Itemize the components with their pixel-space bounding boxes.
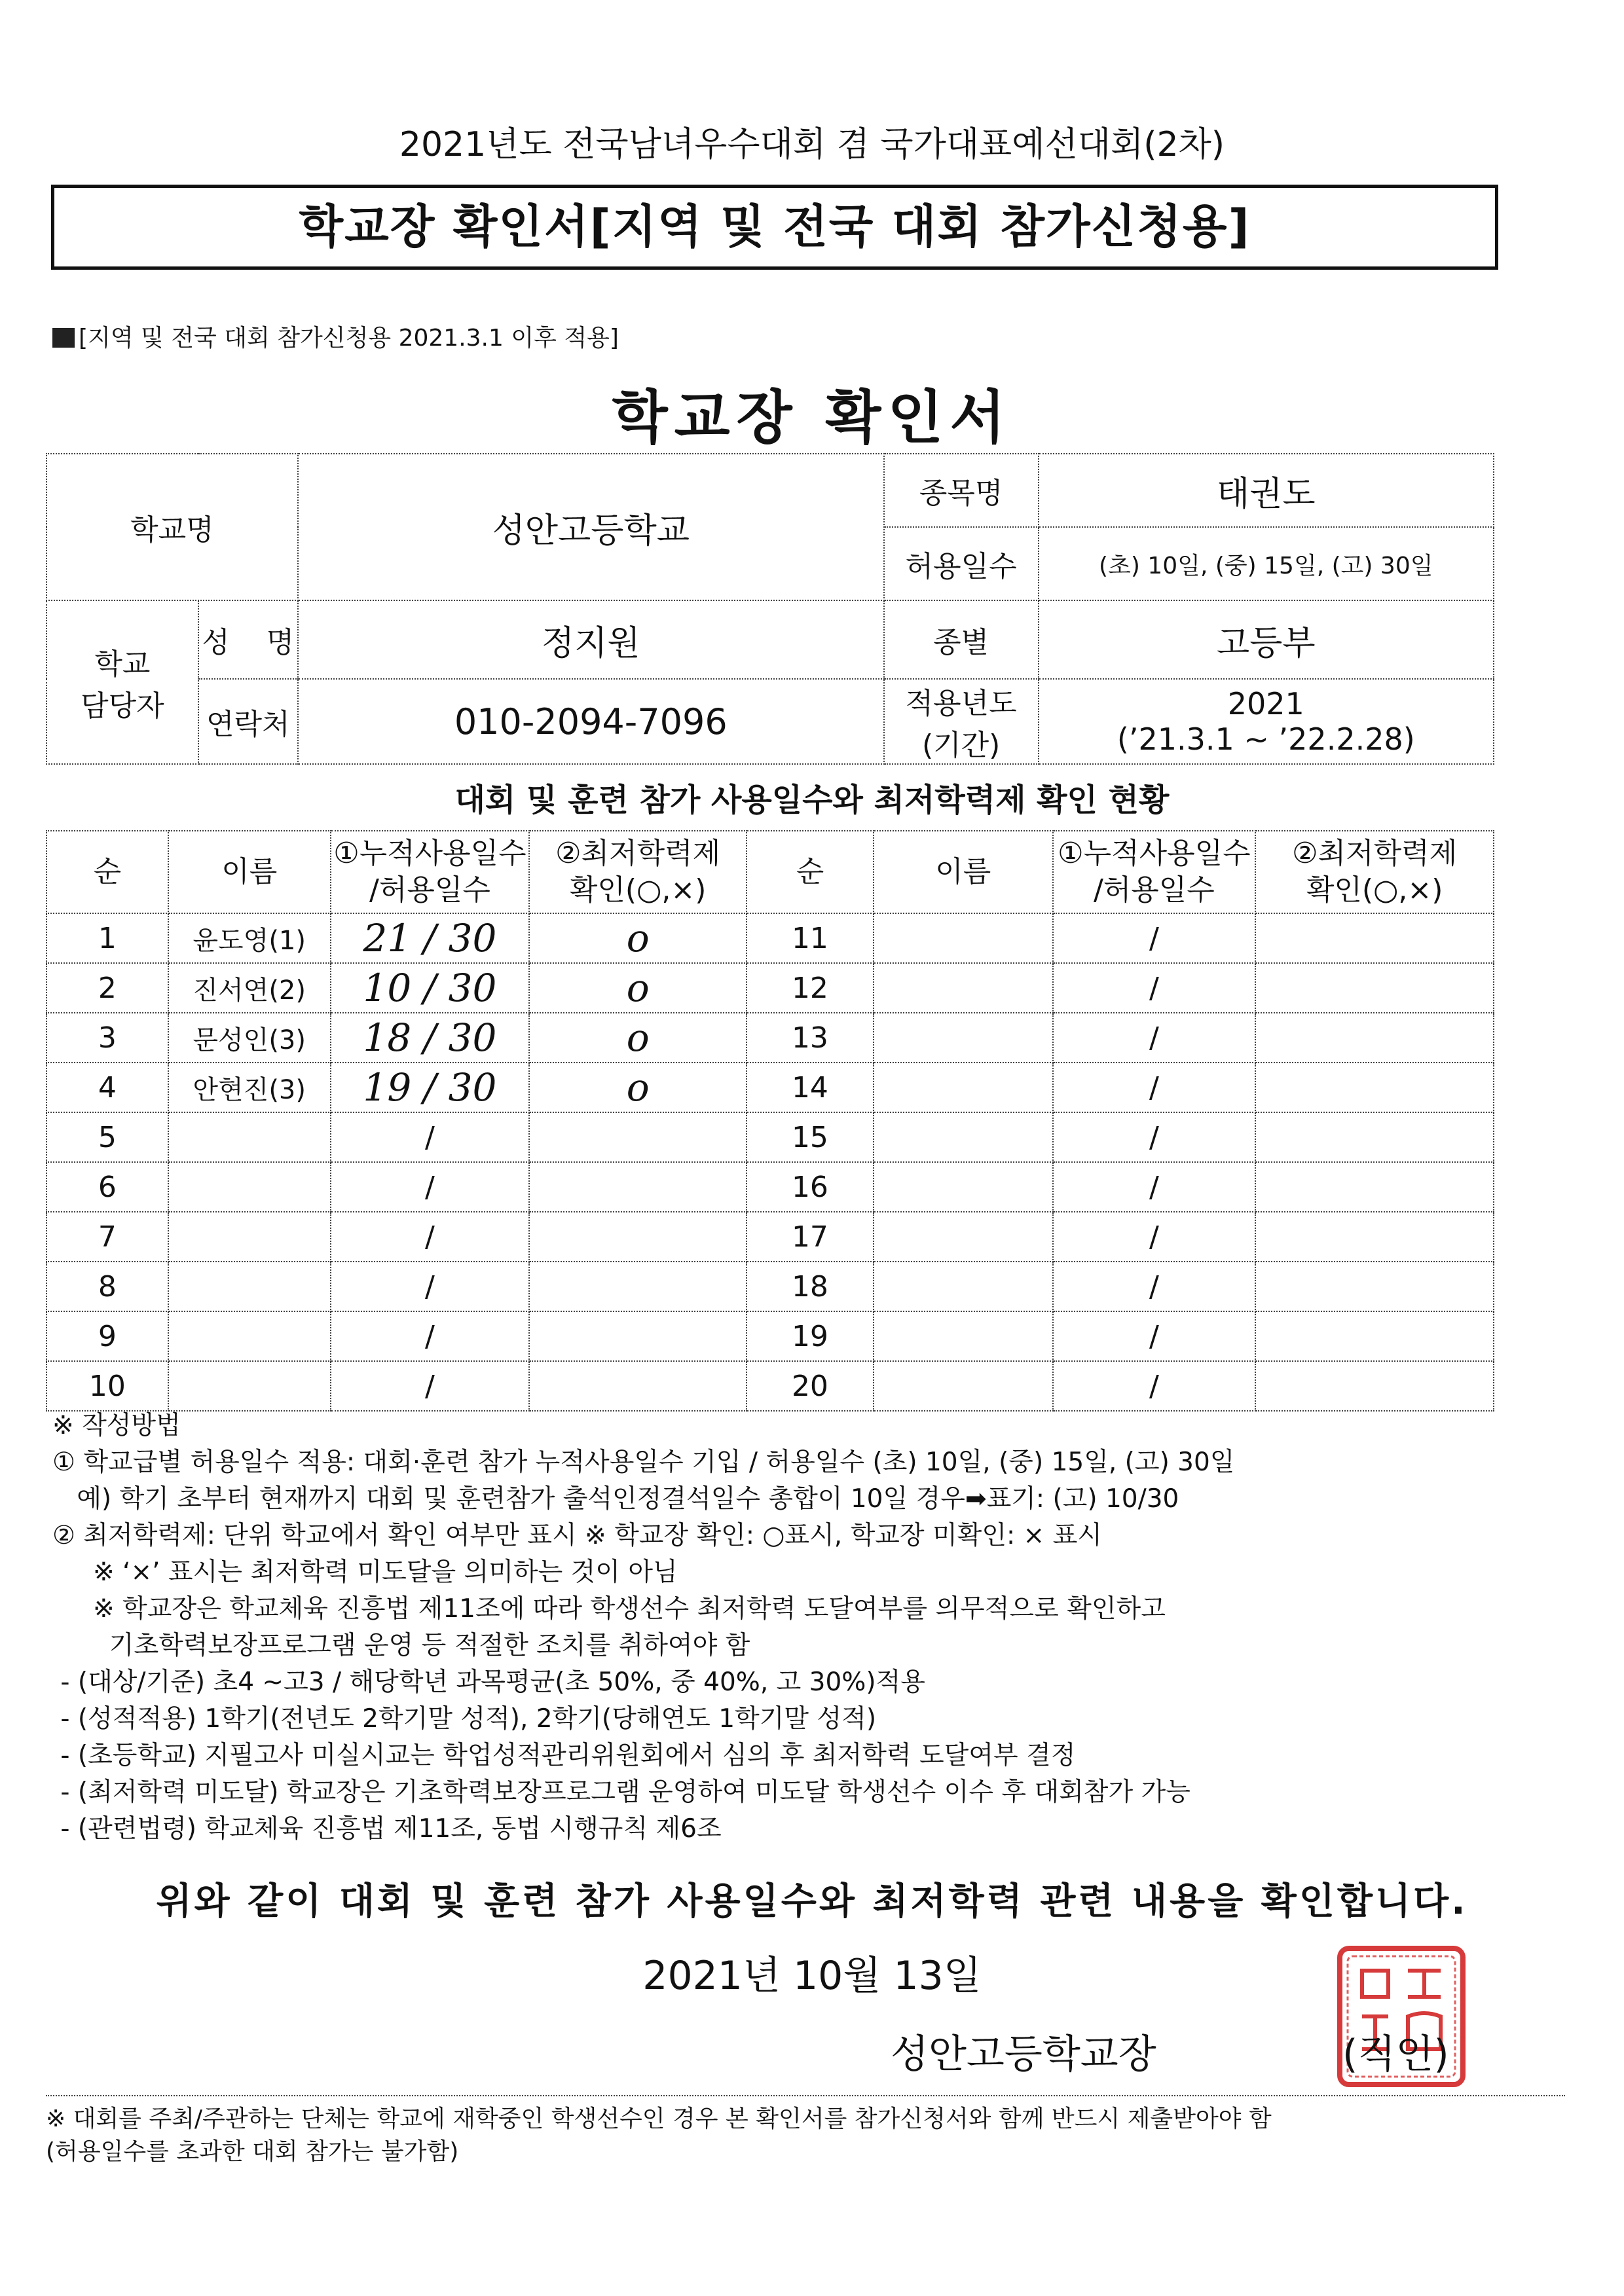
cell-name (874, 1262, 1053, 1311)
cell-check (529, 1361, 747, 1411)
cell-no: 1 (46, 913, 168, 963)
cell-check (1255, 1013, 1494, 1063)
cell-days: / (1053, 1063, 1256, 1112)
cell-days: / (1053, 1262, 1256, 1311)
table-row (46, 1013, 1494, 1063)
cell-check (1255, 1063, 1494, 1112)
cell-check (1255, 1112, 1494, 1162)
cell-name (168, 1311, 331, 1361)
cell-name (874, 1063, 1053, 1112)
cell-check: o (529, 1063, 747, 1112)
name-value: 정지원 (298, 600, 884, 679)
guide-line: - (관련법령) 학교체육 진흥법 제11조, 동법 시행규칙 제6조 (52, 1814, 722, 1844)
cell-no: 19 (747, 1311, 874, 1361)
cell-check (529, 1112, 747, 1162)
confirmation-statement: 위와 같이 대회 및 훈련 참가 사용일수와 최저학력 관련 내용을 확인합니다. (156, 1880, 1468, 1923)
issue-date: 2021년 10월 13일 (642, 1953, 982, 1999)
cell-name (168, 1112, 331, 1162)
cell-days: / (1053, 1212, 1256, 1262)
guide-line: - (성적적용) 1학기(전년도 2학기말 성적), 2학기(당해연도 1학기말 성적) (52, 1704, 877, 1734)
cell-days: / (1053, 1162, 1256, 1212)
school-value: 성안고등학교 (298, 454, 884, 600)
cell-no: 3 (46, 1013, 168, 1063)
header-academic-line1: ②최저학력제 (1292, 837, 1458, 870)
cell-check (1255, 1162, 1494, 1212)
cell-no: 13 (747, 1013, 874, 1063)
cell-no: 8 (46, 1262, 168, 1311)
cell-days: / (1053, 1311, 1256, 1361)
cell-no: 15 (747, 1112, 874, 1162)
year-label-line1: 적용년도 (905, 687, 1017, 720)
cell-check (1255, 1361, 1494, 1411)
cell-no: 2 (46, 963, 168, 1013)
guide-line: - (최저학력 미도달) 학교장은 기초학력보장프로그램 운영하여 미도달 학생선수 이수 후 대회참가 가능 (52, 1777, 1190, 1807)
header-days-line1: ①누적사용일수 (1058, 837, 1251, 870)
form-title: 학교장 확인서[지역 및 전국 대회 참가신청용] (51, 185, 1498, 270)
year-label (884, 679, 1039, 764)
guide-line: - (대상/기준) 초4 ~고3 / 해당학년 과목평균(초 50%, 중 40%, 고 30%)적용 (52, 1667, 925, 1697)
guide-line: 기초학력보장프로그램 운영 등 적절한 조치를 취하여야 함 (52, 1631, 750, 1660)
cell-name: 진서연(2) (168, 963, 331, 1013)
header-academic-line1: ②최저학력제 (555, 837, 721, 870)
cell-no: 6 (46, 1162, 168, 1212)
cell-check (1255, 963, 1494, 1013)
cell-name (874, 963, 1053, 1013)
manager-label-line1: 학교 (94, 647, 151, 681)
cell-days: / (331, 1262, 530, 1311)
guide-line: ② 최저학력제: 단위 학교에서 확인 여부만 표시 ※ 학교장 확인: ○표시, 학교장 미확인: × 표시 (52, 1521, 1102, 1550)
school-label: 학교명 (46, 454, 298, 600)
header-academic (529, 831, 747, 913)
cell-no: 14 (747, 1063, 874, 1112)
header-days (1053, 831, 1256, 913)
table-row (46, 1262, 1494, 1311)
cell-days: / (1053, 1361, 1256, 1411)
cell-days: / (331, 1212, 530, 1262)
cell-days: / (1053, 1013, 1256, 1063)
guide-line: - (초등학교) 지필고사 미실시교는 학업성적관리위원회에서 심의 후 최저학력 도달여부 결정 (52, 1741, 1076, 1770)
footnote-line1: ※ 대회를 주최/주관하는 단체는 학교에 재학중인 학생선수인 경우 본 확인서를 참가신청서와 함께 반드시 제출받아야 함 (46, 2105, 1272, 2132)
square-bullet-icon (52, 328, 75, 348)
cell-days: / (331, 1361, 530, 1411)
header-days-line2: /허용일수 (369, 873, 490, 907)
cell-name: 문성인(3) (168, 1013, 331, 1063)
cell-check (529, 1162, 747, 1212)
cell-no: 16 (747, 1162, 874, 1212)
cell-check (529, 1311, 747, 1361)
allowed-days-value: (초) 10일, (중) 15일, (고) 30일 (1039, 527, 1494, 600)
header-days-line1: ①누적사용일수 (333, 837, 526, 870)
cell-check (1255, 1311, 1494, 1361)
guide-line: 예) 학기 초부터 현재까지 대회 및 훈련참가 출석인정결석일수 총합이 10일 경우➡표기: (고) 10/30 (52, 1484, 1179, 1514)
guide-line: ※ ‘×’ 표시는 최저학력 미도달을 의미하는 것이 아님 (52, 1558, 678, 1587)
table-row (46, 913, 1494, 963)
cell-no: 10 (46, 1361, 168, 1411)
writing-guide (52, 1408, 1578, 1848)
table-row (46, 963, 1494, 1013)
manager-label-line2: 담당자 (81, 689, 164, 723)
cell-name (168, 1262, 331, 1311)
guide-line: ① 학교급별 허용일수 적용: 대회·훈련 참가 누적사용일수 기입 / 허용일수 (초) 10일, (중) 15일, (고) 30일 (52, 1448, 1235, 1477)
header-days (331, 831, 530, 913)
cell-days: 19 / 30 (331, 1063, 530, 1112)
cell-name (874, 913, 1053, 963)
manager-label (46, 600, 198, 764)
header-academic-line2: 확인(○,×) (1306, 873, 1443, 907)
notice-text: [지역 및 전국 대회 참가신청용 2021.3.1 이후 적용] (79, 325, 619, 352)
year-value-line2: (’21.3.1 ~ ’22.2.28) (1116, 721, 1415, 757)
cell-no: 11 (747, 913, 874, 963)
cell-check (1255, 913, 1494, 963)
allowed-days-label: 허용일수 (884, 527, 1039, 600)
cell-days: / (331, 1311, 530, 1361)
cell-days: / (331, 1162, 530, 1212)
table-row (46, 1361, 1494, 1411)
category-label: 종별 (884, 600, 1039, 679)
table-row (46, 1162, 1494, 1212)
event-title: 2021년도 전국남녀우수대회 겸 국가대표예선대회(2차) (399, 125, 1225, 164)
cell-name (168, 1162, 331, 1212)
contact-label: 연락처 (198, 679, 298, 764)
document-title: 학교장 확인서 (612, 384, 1012, 451)
cell-no: 7 (46, 1212, 168, 1262)
table-row (46, 1212, 1494, 1262)
header-name: 이름 (874, 831, 1053, 913)
header-no: 순 (747, 831, 874, 913)
principal-name: 성안고등학교장 (891, 2032, 1156, 2077)
contact-value: 010-2094-7096 (298, 679, 884, 764)
cell-no: 4 (46, 1063, 168, 1112)
cell-days: / (331, 1112, 530, 1162)
cell-name (874, 1112, 1053, 1162)
name-label: 성 명 (198, 600, 298, 679)
cell-days: 10 / 30 (331, 963, 530, 1013)
cell-no: 17 (747, 1212, 874, 1262)
table-row (46, 1063, 1494, 1112)
footnote-line2: (허용일수를 초과한 대회 참가는 불가함) (46, 2138, 459, 2165)
header-name: 이름 (168, 831, 331, 913)
cell-name (168, 1212, 331, 1262)
seal-label: (직인) (1342, 2032, 1449, 2077)
year-value (1039, 679, 1494, 764)
table-row (46, 1311, 1494, 1361)
cell-name: 윤도영(1) (168, 913, 331, 963)
header-no: 순 (46, 831, 168, 913)
cell-name (874, 1361, 1053, 1411)
header-days-line2: /허용일수 (1093, 873, 1215, 907)
cell-name: 안현진(3) (168, 1063, 331, 1112)
footnote (46, 2095, 1565, 2168)
cell-check (529, 1262, 747, 1311)
cell-no: 9 (46, 1311, 168, 1361)
cell-check: o (529, 913, 747, 963)
guide-line: ※ 작성방법 (52, 1411, 181, 1440)
info-table (46, 453, 1494, 765)
cell-no: 20 (747, 1361, 874, 1411)
sport-label: 종목명 (884, 454, 1039, 527)
cell-check (529, 1212, 747, 1262)
category-value: 고등부 (1039, 600, 1494, 679)
cell-no: 18 (747, 1262, 874, 1311)
cell-check (1255, 1212, 1494, 1262)
cell-days: / (1053, 963, 1256, 1013)
cell-days: 21 / 30 (331, 913, 530, 963)
cell-check: o (529, 963, 747, 1013)
notice-line (52, 319, 619, 353)
table-row (46, 1112, 1494, 1162)
cell-name (874, 1162, 1053, 1212)
cell-name (874, 1013, 1053, 1063)
list-title: 대회 및 훈련 참가 사용일수와 최저학력제 확인 현황 (454, 782, 1170, 818)
cell-check (1255, 1262, 1494, 1311)
cell-days: / (1053, 1112, 1256, 1162)
cell-no: 5 (46, 1112, 168, 1162)
year-value-line1: 2021 (1227, 686, 1304, 721)
cell-days: / (1053, 913, 1256, 963)
year-label-line2: (기간) (922, 729, 1001, 762)
guide-line: ※ 학교장은 학교체육 진흥법 제11조에 따라 학생선수 최저학력 도달여부를 의무적으로 확인하고 (52, 1594, 1166, 1624)
cell-check: o (529, 1013, 747, 1063)
cell-name (168, 1361, 331, 1411)
cell-name (874, 1311, 1053, 1361)
participant-rows (46, 913, 1494, 1411)
participant-table (46, 830, 1494, 1412)
sport-value: 태권도 (1039, 454, 1494, 527)
header-academic-line2: 확인(○,×) (569, 873, 707, 907)
cell-name (874, 1212, 1053, 1262)
cell-no: 12 (747, 963, 874, 1013)
cell-days: 18 / 30 (331, 1013, 530, 1063)
header-academic (1255, 831, 1494, 913)
